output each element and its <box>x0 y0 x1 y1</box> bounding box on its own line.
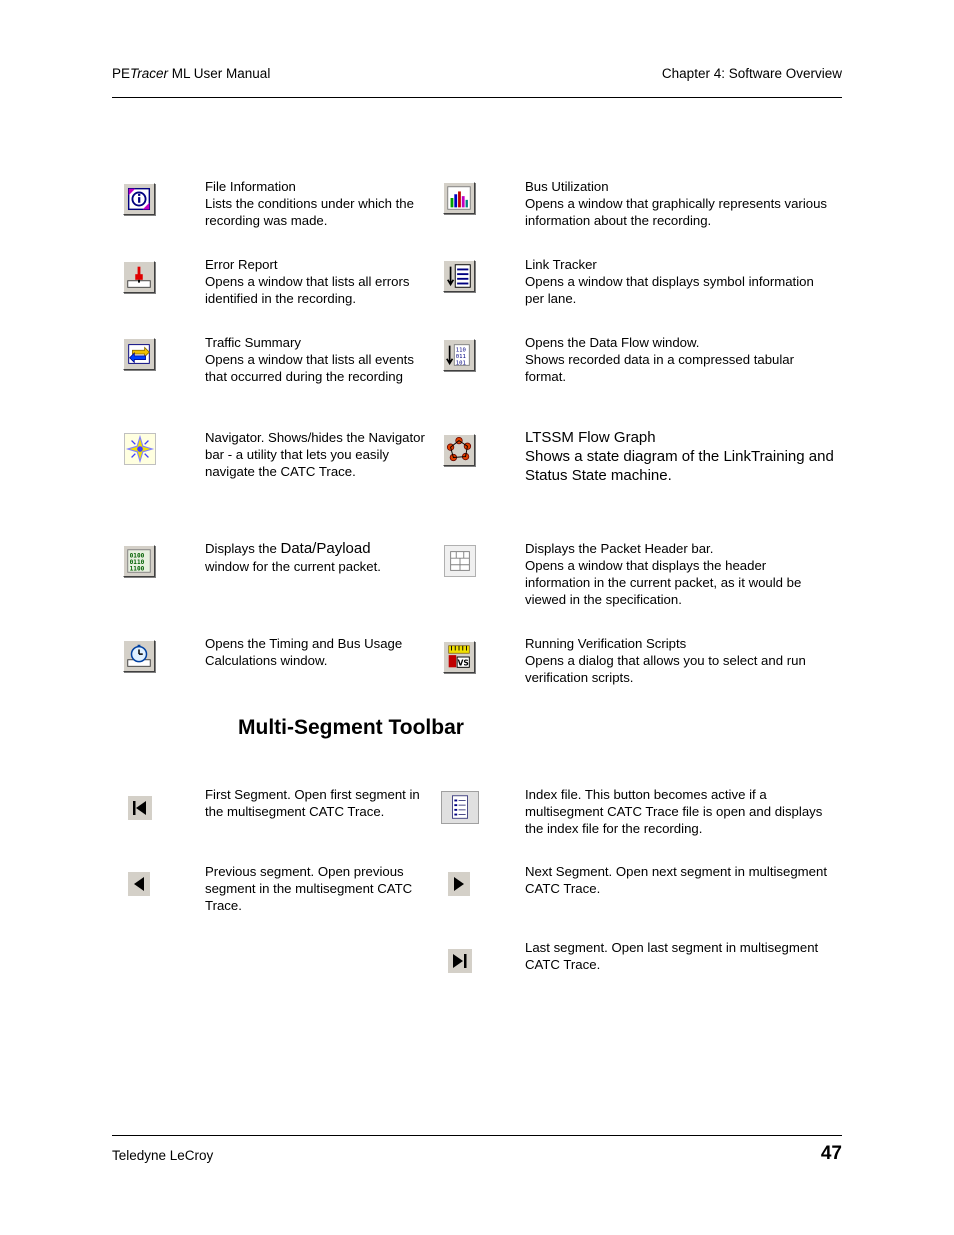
running-header-title <box>112 66 270 81</box>
ltssm-text: Shows a state diagram of the LinkTraining and Status State machine. <box>525 448 834 484</box>
navigator-text: Navigator. Shows/hides the Navigator bar - a utility that lets you easily navigate the CATC Trace. <box>205 430 425 479</box>
title-suffix: ML User Manual <box>168 66 271 81</box>
svg-text:101: 101 <box>455 360 466 367</box>
list-icon[interactable] <box>443 260 475 292</box>
next-segment-text: Next Segment. Open next segment in multisegment CATC Trace. <box>525 864 827 896</box>
data-flow-text: Shows recorded data in a compressed tabular format. <box>525 352 795 384</box>
previous-segment-icon[interactable] <box>128 872 150 896</box>
first-segment-text: First Segment. Open first segment in the multisegment CATC Trace. <box>205 787 420 819</box>
ltssm-title: LTSSM Flow Graph <box>525 429 656 446</box>
scripts-title: Running Verification Scripts <box>525 636 687 651</box>
packet-header-description <box>525 540 835 608</box>
last-segment-icon[interactable] <box>448 949 472 973</box>
svg-text:1100: 1100 <box>129 565 145 573</box>
section-heading: Multi-Segment Toolbar <box>238 716 464 739</box>
first-segment-description <box>205 786 430 820</box>
error-report-title: Error Report <box>205 257 278 272</box>
footer-company: Teledyne LeCroy <box>112 1148 214 1163</box>
error-report-text: Opens a window that lists all errors identified in the recording. <box>205 274 410 306</box>
file-info-description <box>205 178 430 229</box>
data-flow-title: Opens the Data Flow window. <box>525 335 700 350</box>
ltssm-description <box>525 428 835 485</box>
data-payload-emphasis: Data/Payload <box>280 540 371 557</box>
previous-segment-text: Previous segment. Open previous segment in the multisegment CATC Trace. <box>205 864 413 913</box>
scripts-text: Opens a dialog that allows you to select and run verification scripts. <box>525 653 806 685</box>
svg-text:0110: 0110 <box>129 558 145 566</box>
title-prefix: PE <box>112 66 131 81</box>
data-payload-description <box>205 539 430 575</box>
traffic-summary-description <box>205 334 430 385</box>
last-segment-description <box>525 939 835 973</box>
index-file-description <box>525 786 835 837</box>
title-italic: Tracer <box>130 66 169 81</box>
navigator-icon[interactable] <box>124 433 156 465</box>
link-tracker-title: Link Tracker <box>525 257 597 272</box>
file-info-text: Lists the conditions under which the recording was made. <box>205 196 414 228</box>
bus-util-title: Bus Utilization <box>525 179 609 194</box>
file-info-icon[interactable] <box>123 183 155 215</box>
data-payload-pre: Displays the <box>205 541 281 556</box>
footer-rule <box>112 1135 842 1136</box>
data-flow-description <box>525 334 835 385</box>
traffic-arrows-icon[interactable] <box>123 338 155 370</box>
page-number: 47 <box>820 1143 842 1164</box>
bus-util-description <box>525 178 835 229</box>
link-tracker-description <box>525 256 835 307</box>
svg-text:VS: VS <box>457 658 469 668</box>
timing-description <box>205 635 430 669</box>
header-rule <box>112 97 842 98</box>
svg-text:110: 110 <box>455 347 466 354</box>
binary-data-icon[interactable] <box>123 545 155 577</box>
vs-script-icon[interactable] <box>443 641 475 673</box>
bar-chart-icon[interactable] <box>443 182 475 214</box>
error-report-description <box>205 256 430 307</box>
link-tracker-text: Opens a window that displays symbol information per lane. <box>525 274 814 306</box>
index-file-icon[interactable] <box>441 791 479 824</box>
timer-icon[interactable] <box>123 640 155 672</box>
traffic-summary-text: Opens a window that lists all events that occurred during the recording <box>205 352 414 384</box>
packet-header-text: Opens a window that displays the header information in the current packet, as it would be viewed in the specification. <box>525 558 802 607</box>
first-segment-icon[interactable] <box>128 796 152 820</box>
bus-util-text: Opens a window that graphically represents various information about the recording. <box>525 196 828 228</box>
running-header-chapter: Chapter 4: Software Overview <box>661 66 842 81</box>
file-info-title: File Information <box>205 179 296 194</box>
svg-text:011: 011 <box>455 353 466 360</box>
packet-header-title: Displays the Packet Header bar. <box>525 541 714 556</box>
data-payload-text: window for the current packet. <box>205 559 381 574</box>
state-graph-icon[interactable] <box>443 434 475 466</box>
previous-segment-description <box>205 863 430 914</box>
timing-text: Opens the Timing and Bus Usage Calculations window. <box>205 636 403 668</box>
error-flag-icon[interactable] <box>123 261 155 293</box>
index-file-text: Index file. This button becomes active if a multisegment CATC Trace file is open and displays the index file for the recording. <box>525 787 823 836</box>
scripts-description <box>525 635 835 686</box>
traffic-summary-title: Traffic Summary <box>205 335 301 350</box>
svg-text:0100: 0100 <box>129 552 145 560</box>
next-segment-icon[interactable] <box>448 872 470 896</box>
data-flow-icon[interactable] <box>443 339 475 371</box>
navigator-description <box>205 429 430 480</box>
next-segment-description <box>525 863 835 897</box>
last-segment-text: Last segment. Open last segment in multisegment CATC Trace. <box>525 940 819 972</box>
packet-header-icon[interactable] <box>444 545 476 577</box>
